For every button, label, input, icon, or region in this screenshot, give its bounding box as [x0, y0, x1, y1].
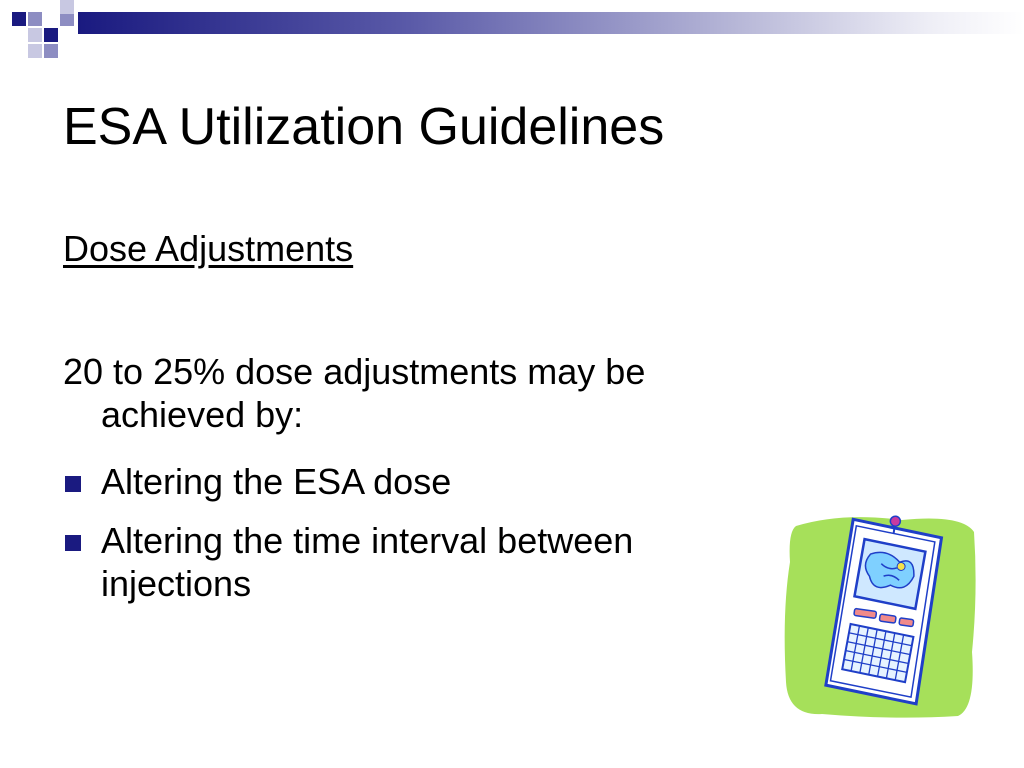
bullet-list [63, 460, 793, 621]
bullet-item [63, 519, 793, 605]
header-square-icon [44, 28, 58, 42]
slide-subheading: Dose Adjustments [63, 228, 354, 269]
intro-line-2: achieved by: [101, 394, 304, 435]
square-bullet-icon [65, 476, 81, 492]
header-square-icon [60, 0, 74, 14]
header-gradient-bar [78, 12, 1024, 34]
bullet-text: Altering the time interval between injections [101, 520, 634, 604]
header-square-icon [28, 44, 42, 58]
bullet-text: Altering the ESA dose [101, 461, 452, 502]
intro-line-1: 20 to 25% dose adjustments may be [63, 351, 646, 392]
header-square-icon [60, 12, 74, 26]
header-square-icon [28, 12, 42, 26]
header-decoration [0, 0, 1024, 70]
square-bullet-icon [65, 535, 81, 551]
slide-title: ESA Utilization Guidelines [63, 98, 665, 156]
handheld-computer-icon [782, 512, 978, 720]
header-square-icon [12, 12, 26, 26]
intro-paragraph [63, 350, 823, 436]
header-square-icon [44, 44, 58, 58]
header-square-icon [28, 28, 42, 42]
bullet-item [63, 460, 793, 503]
